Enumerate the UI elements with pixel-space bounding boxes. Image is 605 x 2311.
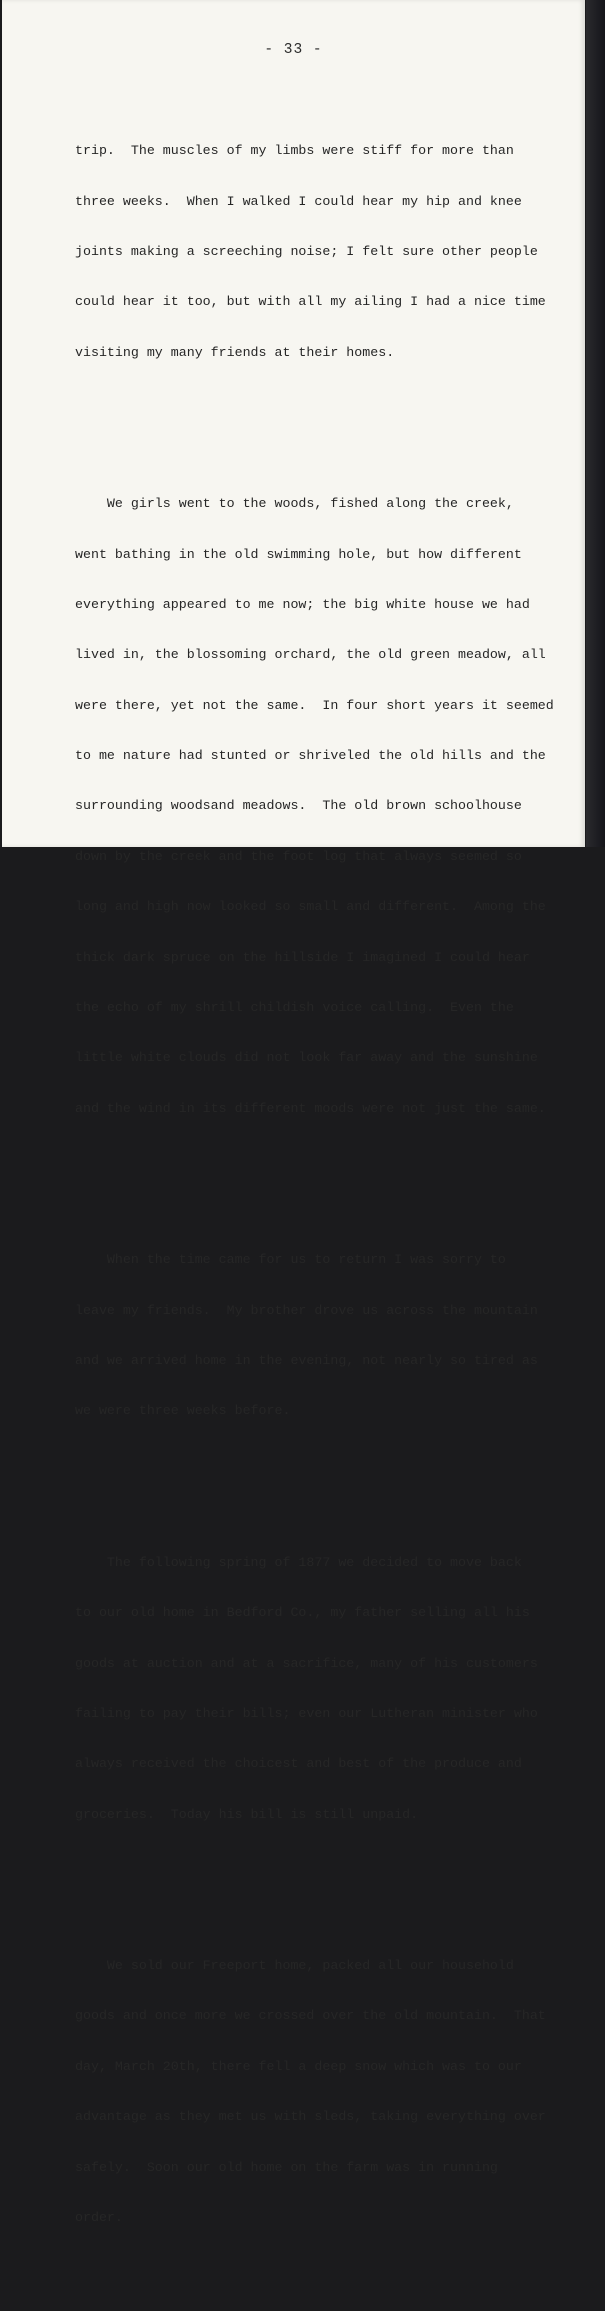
text-line: thick dark spruce on the hillside I imagined I could hear	[75, 949, 530, 965]
text-line: always received the choicest and best of the produce and	[75, 1756, 522, 1772]
text-line: order.	[75, 2210, 123, 2226]
paragraph-2	[75, 463, 575, 1152]
text-line: groceries. Today his bill is still unpaid.	[75, 1806, 419, 1822]
paragraph-4	[75, 1521, 575, 1857]
text-line: lived in, the blossoming orchard, the old green meadow, all	[75, 647, 546, 663]
text-line: joints making a screeching noise; I felt sure other people	[75, 243, 538, 259]
text-line: The following spring of 1877 we decided to move back	[75, 1554, 522, 1570]
text-line: to me nature had stunted or shriveled the old hills and the	[75, 748, 546, 764]
paragraph-3	[75, 1219, 575, 1454]
text-line: everything appeared to me now; the big white house we had	[75, 596, 530, 612]
page-number: - 33 -	[264, 42, 323, 58]
page-body	[75, 76, 575, 2311]
text-line: and we arrived home in the evening, not nearly so tired as	[75, 1352, 538, 1368]
text-line: down by the creek and the foot log that always seemed so	[75, 848, 522, 864]
text-line: goods at auction and at a sacrifice, many of his customers	[75, 1655, 538, 1671]
binding-edge	[586, 0, 605, 847]
text-line: We girls went to the woods, fished along the creek,	[75, 496, 514, 512]
text-line: We sold our Freeport home, packed all our household	[75, 1958, 514, 1974]
text-line: leave my friends. My brother drove us across the mountain	[75, 1302, 538, 1318]
paragraph-5	[75, 1924, 575, 2260]
text-line: and the wind in its different moods were not just the same.	[75, 1100, 546, 1116]
paragraph-1	[75, 110, 575, 396]
text-line: trip. The muscles of my limbs were stiff for more than	[75, 143, 514, 159]
text-line: failing to pay their bills; even our Lutheran minister who	[75, 1705, 538, 1721]
text-line: were there, yet not the same. In four short years it seemed	[75, 697, 554, 713]
text-line: safely. Soon our old home on the farm was in running	[75, 2159, 498, 2175]
text-line: advantage as they met us with sleds, taking everything over	[75, 2109, 546, 2125]
text-line: goods and once more we crossed over the old mountain. That	[75, 2008, 546, 2024]
text-line: went bathing in the old swimming hole, but how different	[75, 546, 522, 562]
text-line: visiting my many friends at their homes.	[75, 344, 395, 360]
text-line: we were three weeks before.	[75, 1403, 291, 1419]
text-line: day, March 20th, there fell a deep snow which was to our	[75, 2058, 522, 2074]
text-line: long and high now looked so small and different. Among the	[75, 899, 546, 915]
text-line: three weeks. When I walked I could hear my hip and knee	[75, 193, 522, 209]
text-line: the echo of my shrill childish voice calling. Even the	[75, 1000, 514, 1016]
text-line: When the time came for us to return I was sorry to	[75, 1252, 506, 1268]
text-line: little white clouds did not look far away and the sunshine	[75, 1050, 538, 1066]
typed-page	[2, 0, 585, 2226]
text-line: could hear it too, but with all my ailing I had a nice time	[75, 294, 546, 310]
text-line: to our old home in Bedford Co., my father selling all his	[75, 1605, 530, 1621]
text-line: surrounding woodsand meadows. The old brown schoolhouse	[75, 798, 522, 814]
